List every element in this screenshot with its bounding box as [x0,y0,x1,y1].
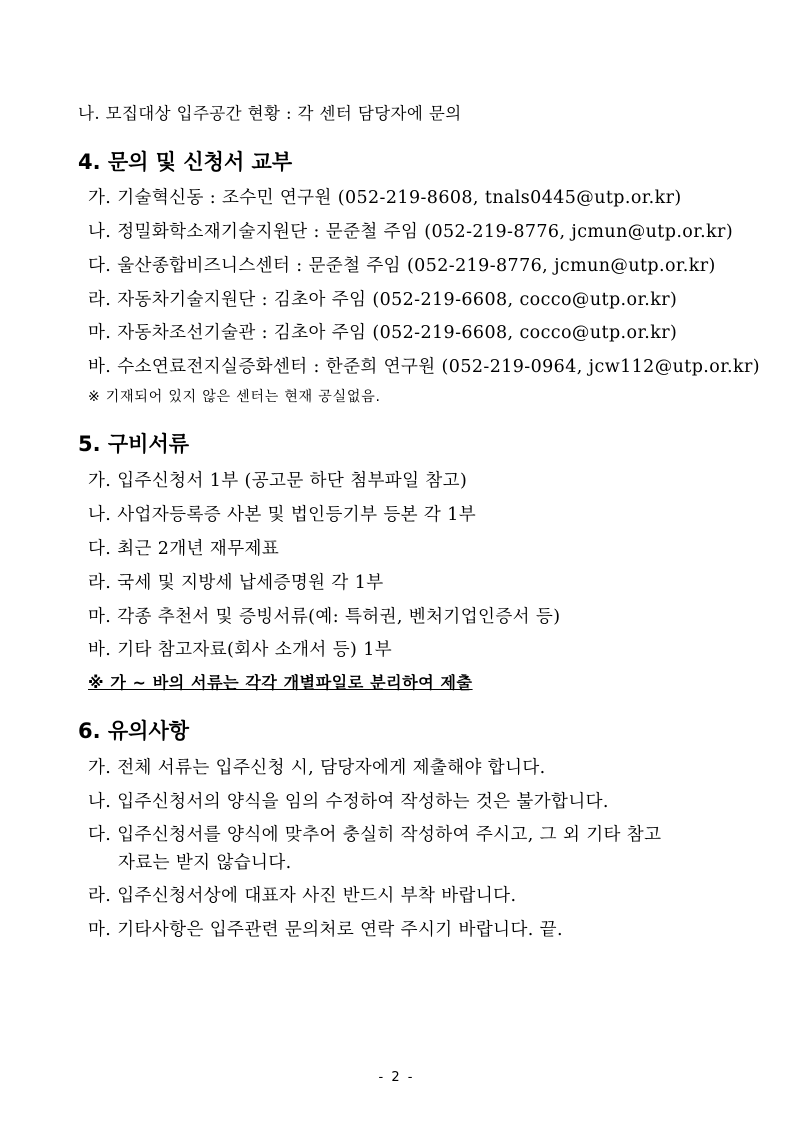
section6-item: 다. 입주신청서를 양식에 맞추어 충실히 작성하여 주시고, 그 외 기타 참고 [88,825,662,845]
intro-line: 나. 모집대상 입주공간 현황 : 각 센터 담당자에 문의 [78,104,462,123]
section4-item: 마. 자동차조선기술관 : 김초아 주임 (052-219-6608, cocco@utp.or.kr) [88,323,678,343]
section5-item: 마. 각종 추천서 및 증빙서류(예: 특허권, 벤처기업인증서 등) [88,607,561,627]
section6-item: 라. 입주신청서상에 대표자 사진 반드시 부착 바랍니다. [88,886,517,906]
section4-item: 바. 수소연료전지실증화센터 : 한준희 연구원 (052-219-0964, jcw112@utp.or.kr) [88,357,760,377]
section4-note: ※ 기재되어 있지 않은 센터는 현재 공실없음. [88,389,381,405]
section6-item: 가. 전체 서류는 입주신청 시, 담당자에게 제출해야 합니다. [88,758,546,778]
section5-item: 바. 기타 참고자료(회사 소개서 등) 1부 [88,640,393,660]
section5-item: 나. 사업자등록증 사본 및 법인등기부 등본 각 1부 [88,505,477,525]
section5-item: 라. 국세 및 지방세 납세증명원 각 1부 [88,573,384,593]
section5-title: 5. 구비서류 [78,432,190,456]
section4-item: 가. 기술혁신동 : 조수민 연구원 (052-219-8608, tnals0445@utp.or.kr) [88,188,682,208]
section5-item: 가. 입주신청서 1부 (공고문 하단 첨부파일 참고) [88,471,468,491]
section4-item: 다. 울산종합비즈니스센터 : 문준철 주임 (052-219-8776, jcmun@utp.or.kr) [88,256,716,276]
section6-title: 6. 유의사항 [78,719,190,743]
section6-item: 마. 기타사항은 입주관련 문의처로 연락 주시기 바랍니다. 끝. [88,920,563,940]
page-number: - 2 - [378,1070,415,1085]
section4-title: 4. 문의 및 신청서 교부 [78,150,293,174]
section4-item: 나. 정밀화학소재기술지원단 : 문준철 주임 (052-219-8776, jcmun@utp.or.kr) [88,222,734,242]
section6-item: 나. 입주신청서의 양식을 임의 수정하여 작성하는 것은 불가합니다. [88,792,609,812]
section5-item: 다. 최근 2개년 재무제표 [88,539,280,559]
section6-item-continuation: 자료는 받지 않습니다. [118,853,292,873]
section5-note: ※ 가 ~ 바의 서류는 각각 개별파일로 분리하여 제출 [88,673,473,692]
section4-item: 라. 자동차기술지원단 : 김초아 주임 (052-219-6608, cocco@utp.or.kr) [88,290,678,310]
